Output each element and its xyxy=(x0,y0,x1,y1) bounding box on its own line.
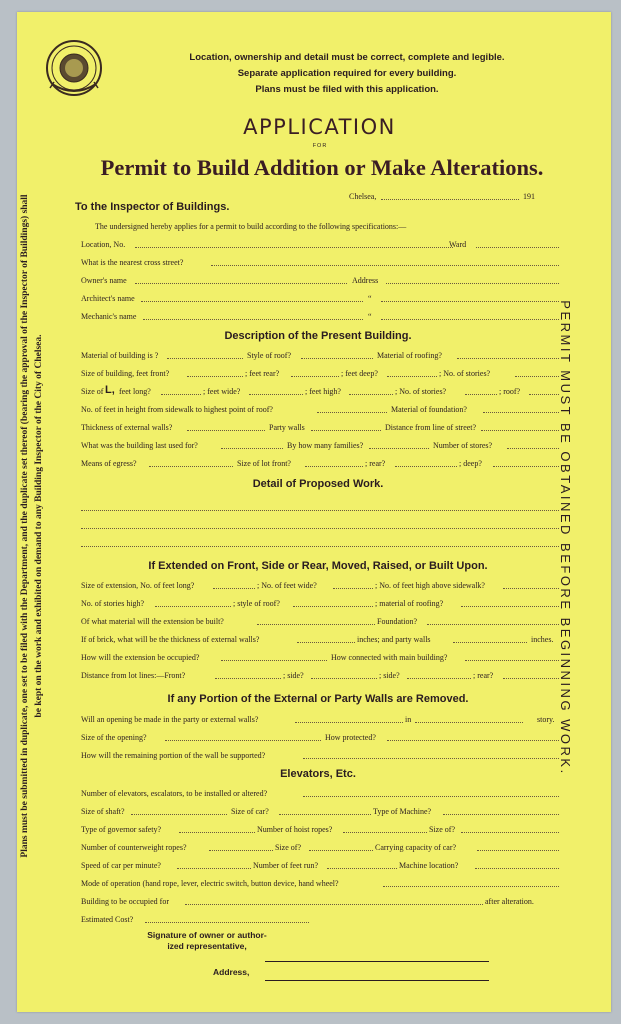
ext-side2-field[interactable] xyxy=(407,678,471,679)
section-walls-removed: If any Portion of the External or Party Walls are Removed. xyxy=(167,693,469,705)
material-field[interactable] xyxy=(167,358,243,359)
signature-label-2: ized representative, xyxy=(167,941,247,951)
elev-counterweight-field[interactable] xyxy=(209,850,273,851)
form-row: Size of extension, No. of feet long? ; No. of feet wide? ; No. of feet high above sidewalk? xyxy=(81,577,559,591)
families-field[interactable] xyxy=(369,448,429,449)
form-subtitle: Permit to Build Addition or Make Alterations. xyxy=(100,155,544,180)
notice-line-3: Plans must be filed with this application. xyxy=(255,84,439,95)
address-line[interactable] xyxy=(265,980,489,981)
form-row: Material of building is ? Style of roof? Material of roofing? xyxy=(81,347,559,361)
l-shape-label: L, xyxy=(105,384,115,396)
elev-speed-field[interactable] xyxy=(177,868,251,869)
thickness-ext-field[interactable] xyxy=(187,430,265,431)
elev-governor-field[interactable] xyxy=(179,832,255,833)
egress-field[interactable] xyxy=(149,466,233,467)
section-extended: If Extended on Front, Side or Rear, Moved, Raised, or Built Upon. xyxy=(148,560,488,572)
for-label: FOR xyxy=(312,143,328,149)
application-title: APPLICATION xyxy=(243,115,396,139)
ext-high-field[interactable] xyxy=(503,588,559,589)
feet-front-field[interactable] xyxy=(187,376,243,377)
cross-street-field[interactable] xyxy=(211,265,559,266)
elev-occupied-field[interactable] xyxy=(185,904,483,905)
wall-story-field[interactable] xyxy=(415,722,523,723)
proposed-work-line[interactable] xyxy=(81,510,559,511)
ext-wide-field[interactable] xyxy=(333,588,373,589)
form-row: Location, No. Ward xyxy=(81,236,559,250)
elev-size2-field[interactable] xyxy=(309,850,373,851)
city-seal-icon xyxy=(44,38,104,98)
form-row: What was the building last used for? By how many families? Number of stores? xyxy=(81,437,559,451)
notice-line-1: Location, ownership and detail must be correct, complete and legible. xyxy=(189,52,505,63)
lot-deep-field[interactable] xyxy=(493,466,559,467)
elev-hoist-field[interactable] xyxy=(343,832,427,833)
form-row: Number of counterweight ropes? Size of? Carrying capacity of car? xyxy=(81,839,559,853)
elev-size-of-field[interactable] xyxy=(461,832,559,833)
ext-party-walls-field[interactable] xyxy=(453,642,527,643)
feet-rear-field[interactable] xyxy=(291,376,339,377)
form-row: Mechanic's name “ xyxy=(81,308,559,322)
section-present-building: Description of the Present Building. xyxy=(224,330,412,342)
form-row: Of what material will the extension be built? Foundation? xyxy=(81,613,559,627)
form-row: Estimated Cost? xyxy=(81,911,559,925)
form-row: Size of building, feet front? ; feet rear? ; feet deep? ; No. of stories? xyxy=(81,365,559,379)
ext-material-field[interactable] xyxy=(257,624,375,625)
form-row: How will the remaining portion of the wall be supported? xyxy=(81,747,559,761)
wall-protected-field[interactable] xyxy=(387,740,559,741)
elev-shaft-field[interactable] xyxy=(131,814,227,815)
elev-machine-location-field[interactable] xyxy=(475,868,559,869)
roofing-field[interactable] xyxy=(457,358,559,359)
ext-roof-field[interactable] xyxy=(293,606,373,607)
wall-size-field[interactable] xyxy=(165,740,321,741)
ext-front-field[interactable] xyxy=(215,678,281,679)
address-label: Address, xyxy=(213,967,250,977)
form-row: How will the extension be occupied? How connected with main building? xyxy=(81,649,559,663)
l-feet-long-field[interactable] xyxy=(161,394,201,395)
form-row: Speed of car per minute? Number of feet run? Machine location? xyxy=(81,857,559,871)
estimated-cost-field[interactable] xyxy=(145,922,309,923)
feet-deep-field[interactable] xyxy=(387,376,437,377)
ext-rear-field[interactable] xyxy=(503,678,559,679)
elev-machine-type-field[interactable] xyxy=(443,814,559,815)
notice-line-2: Separate application required for every building. xyxy=(237,68,457,79)
architect-field[interactable] xyxy=(141,301,363,302)
stores-field[interactable] xyxy=(507,448,559,449)
l-feet-high-field[interactable] xyxy=(349,394,393,395)
side-left-line-2: be kept on the work and exhibited on demand to any Building Inspector of the City of Chelsea. xyxy=(34,334,44,718)
lot-front-field[interactable] xyxy=(305,466,363,467)
form-row: Size of L, feet long? ; feet wide? ; feet high? ; No. of stories? ; roof? xyxy=(81,383,559,397)
section-elevators: Elevators, Etc. xyxy=(280,768,356,780)
lot-rear-field[interactable] xyxy=(395,466,457,467)
form-row: Type of governor safety? Number of hoist ropes? Size of? xyxy=(81,821,559,835)
elev-capacity-field[interactable] xyxy=(477,850,559,851)
form-row: Owner's name Address xyxy=(81,272,559,286)
wall-supported-field[interactable] xyxy=(303,758,559,759)
proposed-work-line[interactable] xyxy=(81,528,559,529)
form-row: Size of the opening? How protected? xyxy=(81,729,559,743)
wall-opening-field[interactable] xyxy=(295,722,403,723)
form-row: Size of shaft? Size of car? Type of Machine? xyxy=(81,803,559,817)
elev-number-field[interactable] xyxy=(303,796,559,797)
date-line xyxy=(81,188,559,202)
form-row: Distance from lot lines:—Front? ; side? ; side? ; rear? xyxy=(81,667,559,681)
elev-car-field[interactable] xyxy=(279,814,371,815)
foundation-material-field[interactable] xyxy=(483,412,559,413)
intro-statement: The undersigned hereby applies for a permit to build according to the following specifications:— xyxy=(95,222,407,231)
date-field[interactable] xyxy=(381,199,519,200)
elev-feet-run-field[interactable] xyxy=(327,868,397,869)
form-row: Architect's name “ xyxy=(81,290,559,304)
owner-field[interactable] xyxy=(135,283,347,284)
ext-long-field[interactable] xyxy=(213,588,255,589)
side-right-warning: PERMIT MUST BE OBTAINED BEFORE BEGINNING WORK. xyxy=(558,300,573,776)
ward-field[interactable] xyxy=(476,247,559,248)
year-label: 191 xyxy=(523,192,535,201)
signature-line[interactable] xyxy=(265,961,489,962)
form-row: Number of elevators, escalators, to be installed or altered? xyxy=(81,785,559,799)
proposed-work-line[interactable] xyxy=(81,546,559,547)
intro-statement-row xyxy=(81,218,559,232)
owner-address-field[interactable] xyxy=(386,283,559,284)
chelsea-label: Chelsea, xyxy=(349,192,377,201)
l-stories-field[interactable] xyxy=(465,394,497,395)
form-row: No. of stories high? ; style of roof? ; material of roofing? xyxy=(81,595,559,609)
mechanic-field[interactable] xyxy=(143,319,363,320)
ext-side1-field[interactable] xyxy=(311,678,377,679)
form-row: No. of feet in height from sidewalk to highest point of roof? Material of foundation? xyxy=(81,401,559,415)
mechanic-address-field[interactable] xyxy=(381,319,559,320)
side-left-instructions xyxy=(18,96,46,956)
ext-foundation-field[interactable] xyxy=(427,624,559,625)
ext-connected-field[interactable] xyxy=(465,660,559,661)
style-roof-field[interactable] xyxy=(301,358,373,359)
application-form xyxy=(17,12,611,1012)
form-row: Mode of operation (hand rope, lever, electric switch, button device, hand wheel? xyxy=(81,875,559,889)
inspector-heading: To the Inspector of Buildings. xyxy=(75,201,230,213)
side-left-line-1: Plans must be submitted in duplicate, one set to be filed with the Department, and the duplicate set thereof (bearing the approval of the Inspector of Buildings) shall xyxy=(20,194,30,858)
l-feet-wide-field[interactable] xyxy=(249,394,303,395)
signature-label-1: Signature of owner or author- xyxy=(147,930,267,940)
distance-street-field[interactable] xyxy=(481,430,559,431)
party-walls-field[interactable] xyxy=(311,430,381,431)
form-row: Building to be occupied for after alteration. xyxy=(81,897,534,906)
form-row: Means of egress? Size of lot front? ; rear? ; deep? xyxy=(81,455,559,469)
form-row: What is the nearest cross street? xyxy=(81,254,559,268)
form-row: Will an opening be made in the party or external walls? in story. xyxy=(81,715,555,724)
section-proposed-work: Detail of Proposed Work. xyxy=(252,478,384,490)
form-row: Thickness of external walls? Party walls Distance from line of street? xyxy=(81,419,559,433)
ext-thickness-field[interactable] xyxy=(297,642,355,643)
location-field[interactable] xyxy=(135,247,453,248)
height-field[interactable] xyxy=(317,412,387,413)
elev-mode-field[interactable] xyxy=(383,886,559,887)
ext-stories-field[interactable] xyxy=(155,606,231,607)
architect-address-field[interactable] xyxy=(381,301,559,302)
ext-roofing-field[interactable] xyxy=(461,606,559,607)
ext-occupied-field[interactable] xyxy=(221,660,327,661)
form-row: If of brick, what will be the thickness of external walls? inches; and party walls inches. xyxy=(81,635,554,644)
last-used-field[interactable] xyxy=(221,448,283,449)
